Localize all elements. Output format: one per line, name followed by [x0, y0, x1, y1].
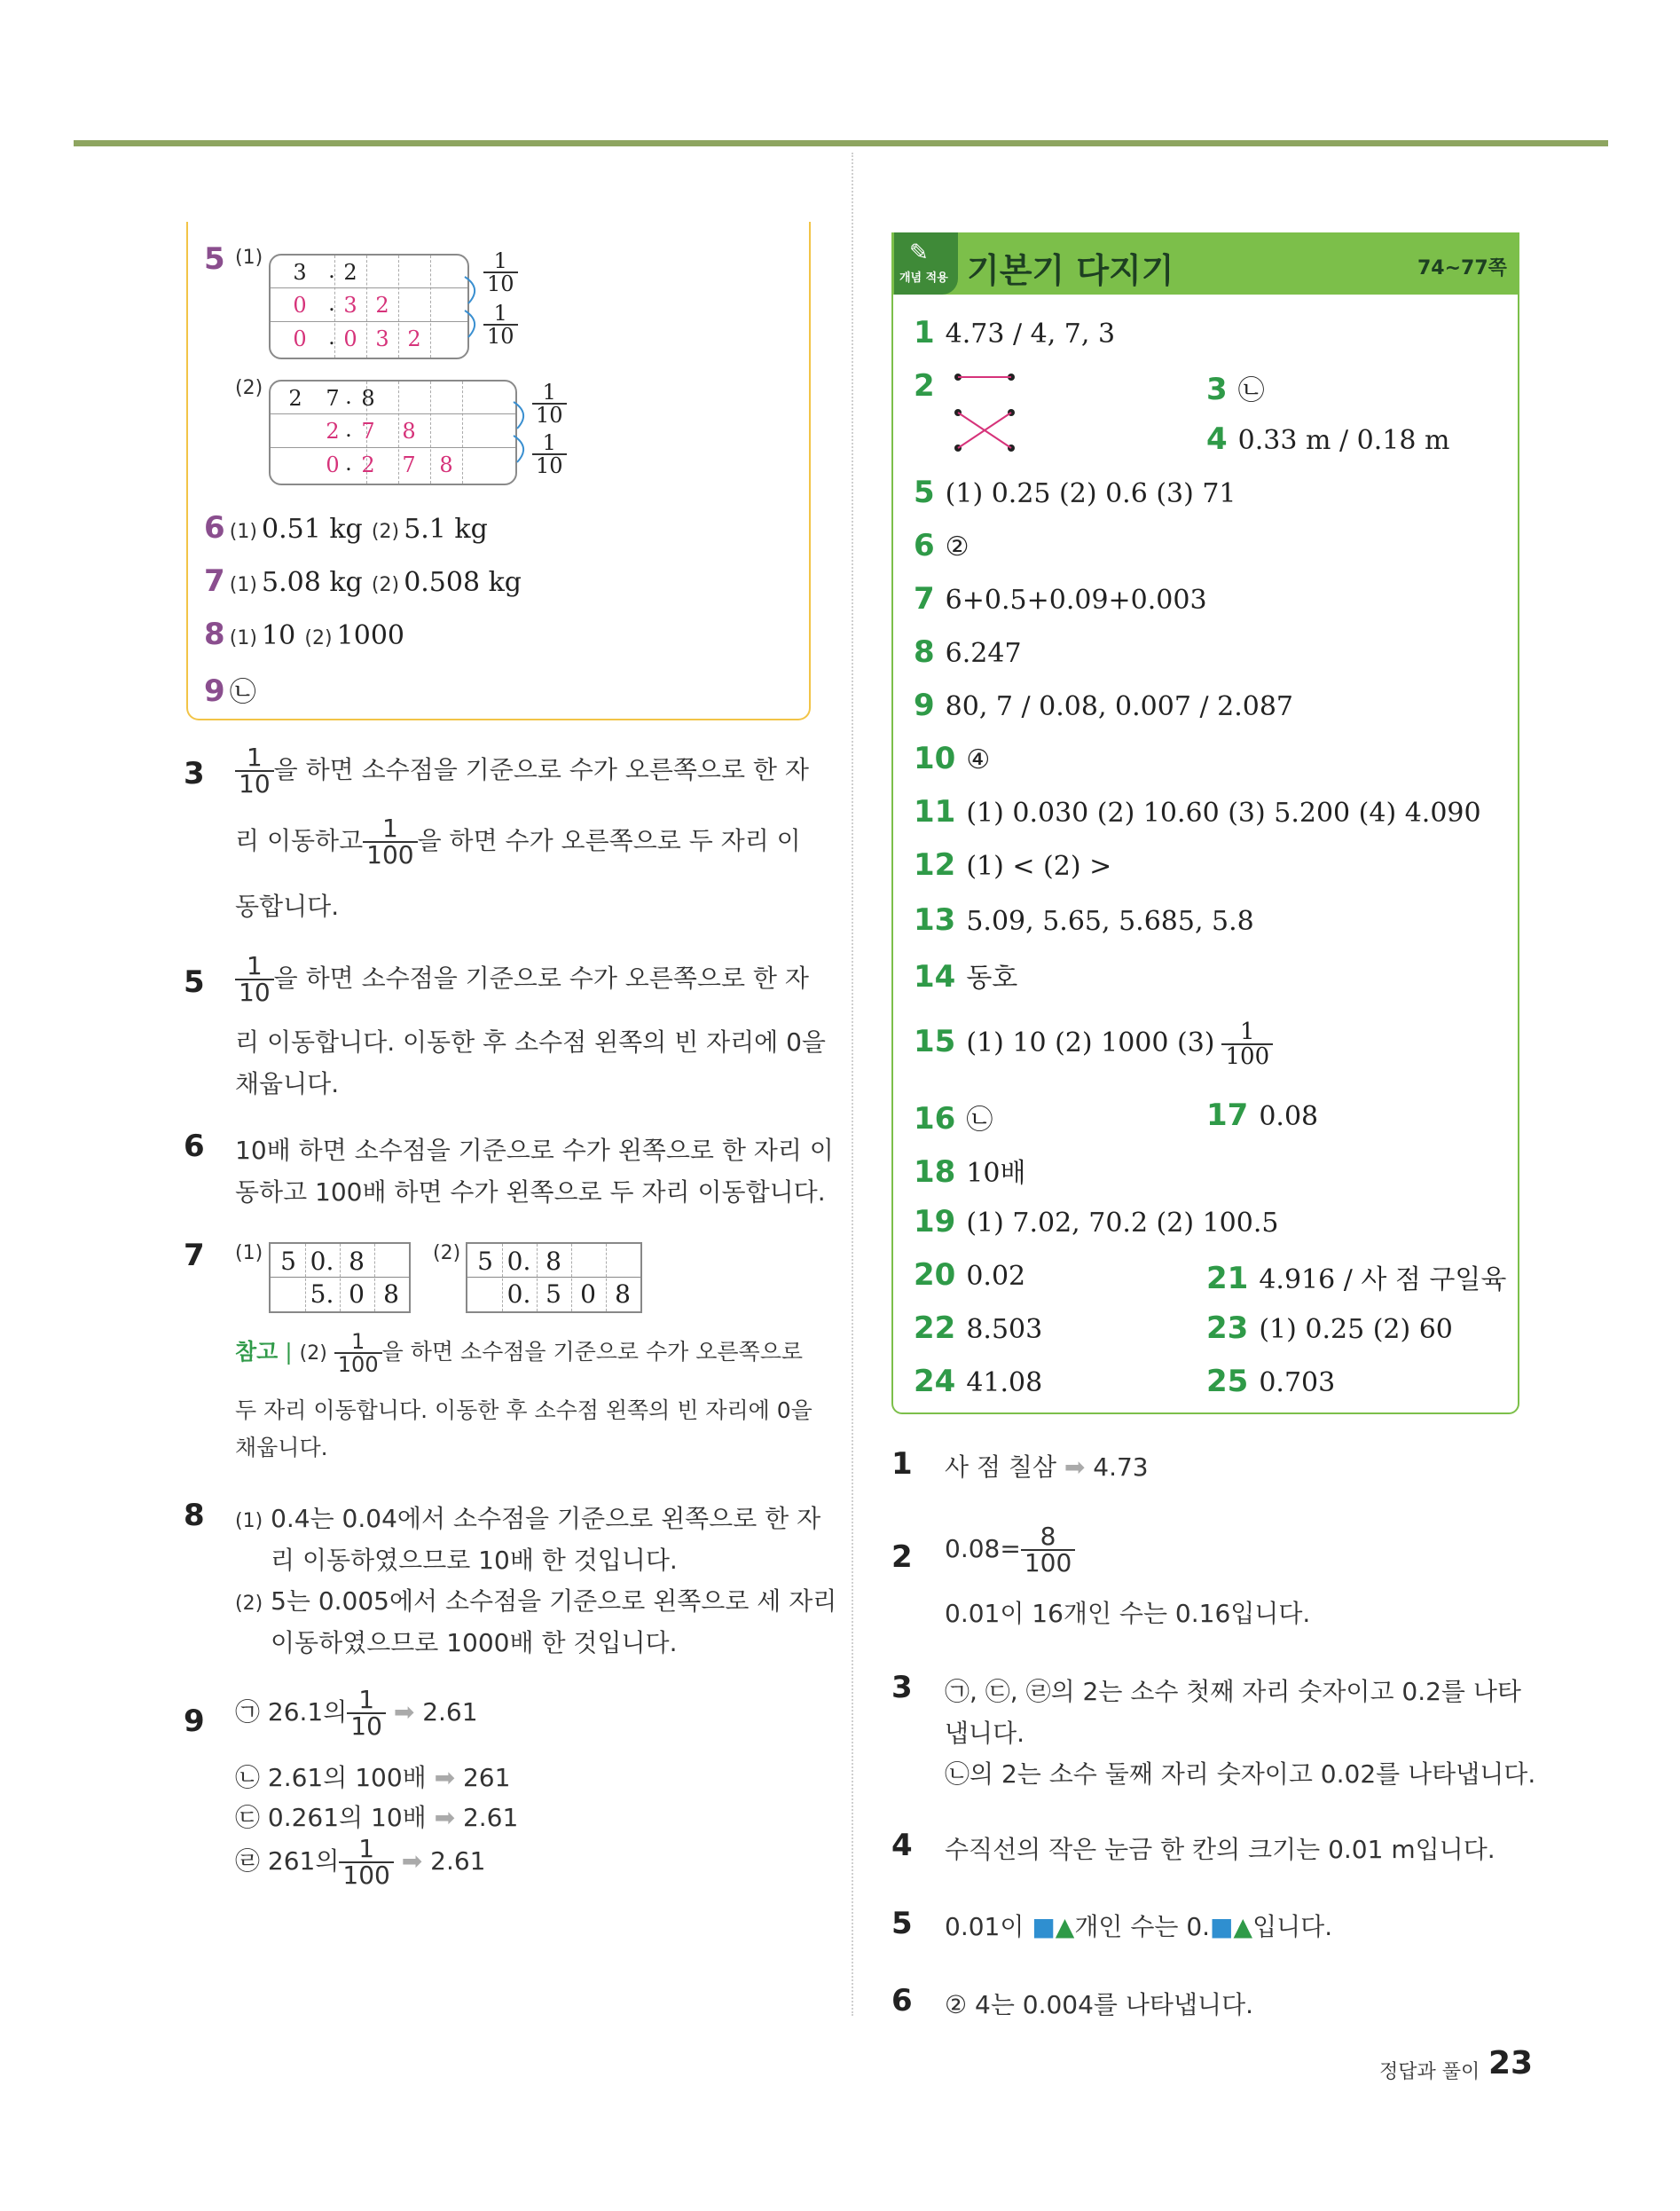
answer-item: [914, 1310, 1042, 1346]
sub-label: (1): [235, 247, 263, 269]
answer-value: 10배: [966, 1158, 1026, 1189]
explanation-number: 5: [184, 964, 205, 1000]
sub-label: (1): [235, 1242, 263, 1264]
answer-number: 18: [914, 1154, 956, 1190]
explanation-5-line2: 리 이동합니다. 이동한 후 소수점 왼쪽의 빈 자리에 0을: [235, 1027, 826, 1057]
answer-number: 19: [914, 1204, 956, 1239]
explanation-r3-line2: 냅니다.: [945, 1719, 1025, 1748]
answer-7: 7 (1) 5.08 kg (2) 0.508 kg: [204, 563, 522, 599]
answer-item: [914, 741, 990, 776]
explanation-8a: (1) 0.4는 0.04에서 소수점을 기준으로 왼쪽으로 한 자: [235, 1504, 821, 1533]
explanation-8b-line2: 이동하였으므로 1000배 한 것입니다.: [271, 1628, 678, 1657]
section-title: 기본기 다지기: [967, 251, 1174, 290]
explanation-3-line2: 리 이동하고 $\frac{1}{100}$ 을 하면 수가 오른쪽으로 두 자리 이: [235, 814, 801, 869]
answer-number: 23: [1206, 1310, 1249, 1346]
answer-value: (1) 0.25 (2) 0.6 (3) 71: [945, 478, 1236, 509]
explanation-r1: 사 점 칠삼 ➡ 4.73: [945, 1452, 1149, 1482]
answer-value: 41.08: [966, 1367, 1043, 1398]
answer-value: (1) 0.25 (2) 60: [1259, 1314, 1453, 1345]
answer-item: [1206, 1098, 1318, 1133]
explanation-number: 3: [891, 1670, 913, 1705]
answer-number: 22: [914, 1310, 956, 1346]
answer-number: 6: [914, 528, 935, 563]
answer-value: 5.09, 5.65, 5.685, 5.8: [966, 906, 1254, 937]
answer-value: 0.33 m / 0.18 m: [1237, 425, 1450, 456]
answer-number: 5: [914, 475, 935, 510]
answer-value: 0.08: [1259, 1101, 1319, 1132]
fraction: $\frac{1}{10}$: [483, 303, 518, 347]
answer-value: (1) 10 (2) 1000 (3): [966, 1027, 1215, 1058]
fraction: $\frac{1}{10}$: [532, 382, 567, 426]
explanation-number: 6: [184, 1129, 205, 1164]
answer-item: [914, 634, 1022, 670]
explanation-3-line3: 동합니다.: [235, 892, 340, 921]
explanation-6-line2: 동하고 100배 하면 수가 왼쪽으로 두 자리 이동합니다.: [235, 1177, 826, 1207]
triangle-icon: ▲: [1233, 1912, 1253, 1941]
matching-diagram: [954, 364, 1016, 452]
explanation-8b: (2) 5는 0.005에서 소수점을 기준으로 왼쪽으로 세 자리: [235, 1586, 837, 1616]
answer-value: 4.73 / 4, 7, 3: [945, 319, 1116, 350]
answer-number: 3: [1206, 372, 1228, 407]
pencil-icon: ✎: [909, 240, 929, 266]
decimal-grid-1: 3 . 2 0 . 3 2 0 . 0 3 2: [269, 254, 469, 359]
answer-item: [1206, 1364, 1335, 1399]
answer-item: [914, 368, 946, 404]
answer-item: [914, 847, 1111, 883]
answer-item: [914, 1098, 993, 1137]
explanation-r3-line1: ㉠, ㉢, ㉣의 2는 소수 첫째 자리 숫자이고 0.2를 나타: [945, 1677, 1521, 1706]
fraction: $\frac{1}{10}$: [532, 432, 567, 476]
reference-note: 참고 | (2) $\frac{1}{100}$ 을 하면 소수점을 기준으로 수가 오른쪽으로: [235, 1329, 804, 1377]
explanation-number: 2: [891, 1539, 913, 1575]
answer-number: 24: [914, 1364, 956, 1399]
answer-item: [1206, 421, 1449, 457]
answer-number: 20: [914, 1257, 956, 1293]
answer-8: 8 (1) 10 (2) 1000: [204, 617, 405, 652]
decimal-table-7-1: 5 0. 8 5. 0 8: [269, 1242, 411, 1313]
answer-value: ㉡: [966, 1105, 993, 1136]
answer-item: [914, 315, 1115, 350]
answer-number: 2: [914, 368, 935, 404]
answer-9: 9 ㉡: [204, 673, 256, 709]
explanation-number: 6: [891, 1983, 913, 2018]
answer-number: 14: [914, 959, 956, 995]
answer-item: [914, 1257, 1025, 1293]
explanation-number: 1: [891, 1446, 913, 1482]
explanation-9-line4: ㉣ 261의 $\frac{1}{100}$ ➡ 2.61: [235, 1834, 486, 1890]
answer-number: 9: [914, 688, 935, 723]
answer-value: ②: [945, 531, 970, 563]
answer-value: (1) < (2) >: [966, 851, 1112, 882]
explanation-number: 5: [891, 1906, 913, 1941]
explanation-9-line3: ㉢ 0.261의 10배 ➡ 2.61: [235, 1803, 519, 1832]
triangle-icon: ▲: [1055, 1912, 1075, 1941]
answer-item: [914, 1364, 1042, 1399]
sub-label: (2): [433, 1242, 461, 1264]
answer-value: (1) 0.030 (2) 10.60 (3) 5.200 (4) 4.090: [966, 798, 1481, 829]
answer-number: 15: [914, 1024, 956, 1059]
explanation-number: 7: [184, 1238, 205, 1273]
answer-value: ④: [966, 744, 991, 775]
explanation-9-line1: ㉠ 26.1의 $\frac{1}{10}$ ➡ 2.61: [235, 1685, 478, 1741]
page-range: 74~77쪽: [1417, 257, 1507, 279]
explanation-3: $\frac{1}{10}$ 을 하면 소수점을 기준으로 수가 오른쪽으로 한 자: [235, 745, 809, 797]
answer-number: 16: [914, 1101, 956, 1137]
explanation-r4: 수직선의 작은 눈금 한 칸의 크기는 0.01 m입니다.: [945, 1835, 1496, 1864]
answer-value: 8.503: [966, 1314, 1043, 1345]
explanation-r2-line2: 0.01이 16개인 수는 0.16입니다.: [945, 1599, 1311, 1628]
answer-number: 12: [914, 847, 956, 883]
answer-number: 4: [1206, 421, 1228, 457]
answer-value: 4.916 / 사 점 구일육: [1259, 1264, 1507, 1295]
explanation-5: $\frac{1}{10}$ 을 하면 소수점을 기준으로 수가 오른쪽으로 한 자: [235, 954, 809, 1005]
answer-number: 13: [914, 902, 956, 938]
answer-value: 0.703: [1259, 1367, 1336, 1398]
answer-item: [914, 688, 1293, 723]
answer-number: 11: [914, 794, 956, 830]
fraction: $\frac{1}{10}$: [483, 250, 518, 295]
answer-value: 0.02: [966, 1261, 1026, 1292]
answer-item: [1206, 1257, 1506, 1296]
fraction: $\frac{1}{100}$: [1221, 1020, 1273, 1068]
answer-6: 6 (1) 0.51 kg (2) 5.1 kg: [204, 510, 488, 546]
problem-number: 5: [204, 241, 225, 277]
answer-number: 25: [1206, 1364, 1249, 1399]
answer-item: [914, 528, 970, 563]
footer-label: 정답과 풀이: [1379, 2061, 1480, 2083]
square-icon: ■: [1032, 1912, 1056, 1941]
explanation-5-line3: 채웁니다.: [235, 1069, 340, 1098]
answer-item: [1206, 1310, 1453, 1346]
answer-value: (1) 7.02, 70.2 (2) 100.5: [966, 1208, 1279, 1239]
answer-item: [914, 794, 1481, 830]
explanation-number: 9: [184, 1703, 205, 1739]
column-divider: [852, 153, 853, 2016]
explanation-number: 3: [184, 756, 205, 791]
answer-item: [914, 1020, 1273, 1068]
square-icon: ■: [1210, 1912, 1234, 1941]
answer-value: ㉡: [1237, 375, 1265, 406]
explanation-r2: 0.08= $\frac{8}{100}$: [945, 1524, 1075, 1576]
explanation-r3-line3: ㉡의 2는 소수 둘째 자리 숫자이고 0.02를 나타냅니다.: [945, 1759, 1536, 1789]
answer-value: 6+0.5+0.09+0.003: [945, 585, 1207, 616]
answer-item: [914, 956, 1017, 995]
answer-item: [914, 581, 1207, 617]
answer-value: 동호: [966, 963, 1018, 994]
top-rule: [74, 140, 1608, 146]
explanation-9-line2: ㉡ 2.61의 100배 ➡ 261: [235, 1763, 511, 1792]
page-number: 23: [1488, 2045, 1534, 2081]
reference-note-line2: 두 자리 이동합니다. 이동한 후 소수점 왼쪽의 빈 자리에 0을: [235, 1397, 813, 1423]
sub-label: (2): [235, 377, 263, 399]
answer-number: 8: [914, 634, 935, 670]
explanation-r5: 0.01이 ■▲개인 수는 0.■▲입니다.: [945, 1912, 1333, 1941]
answer-number: 10: [914, 741, 956, 776]
icon-label: 개념 적용: [899, 271, 948, 285]
answer-item: [914, 1151, 1025, 1190]
answer-item: [914, 902, 1254, 938]
explanation-6-line1: 10배 하면 소수점을 기준으로 수가 왼쪽으로 한 자리 이: [235, 1136, 834, 1165]
explanation-8a-line2: 리 이동하였으므로 10배 한 것입니다.: [271, 1546, 678, 1575]
answer-number: 7: [914, 581, 935, 617]
decimal-grid-2: 2 7 . 8 2 . 7 8 0 . 2 7 8: [269, 380, 517, 485]
answer-item: [914, 1204, 1278, 1239]
decimal-table-7-2: 5 0. 8 0. 5 0 8: [466, 1242, 642, 1313]
explanation-number: 8: [184, 1498, 205, 1533]
answer-item: [914, 475, 1236, 510]
answer-value: 6.247: [945, 638, 1022, 669]
answer-value: 80, 7 / 0.08, 0.007 / 2.087: [945, 691, 1294, 722]
answer-number: 21: [1206, 1261, 1249, 1296]
reference-note-line3: 채웁니다.: [235, 1435, 328, 1460]
explanation-number: 4: [891, 1828, 913, 1863]
answer-item: [1206, 368, 1265, 407]
answer-number: 1: [914, 315, 935, 350]
explanation-r6: ② 4는 0.004를 나타냅니다.: [945, 1990, 1254, 2019]
answer-number: 17: [1206, 1098, 1249, 1133]
